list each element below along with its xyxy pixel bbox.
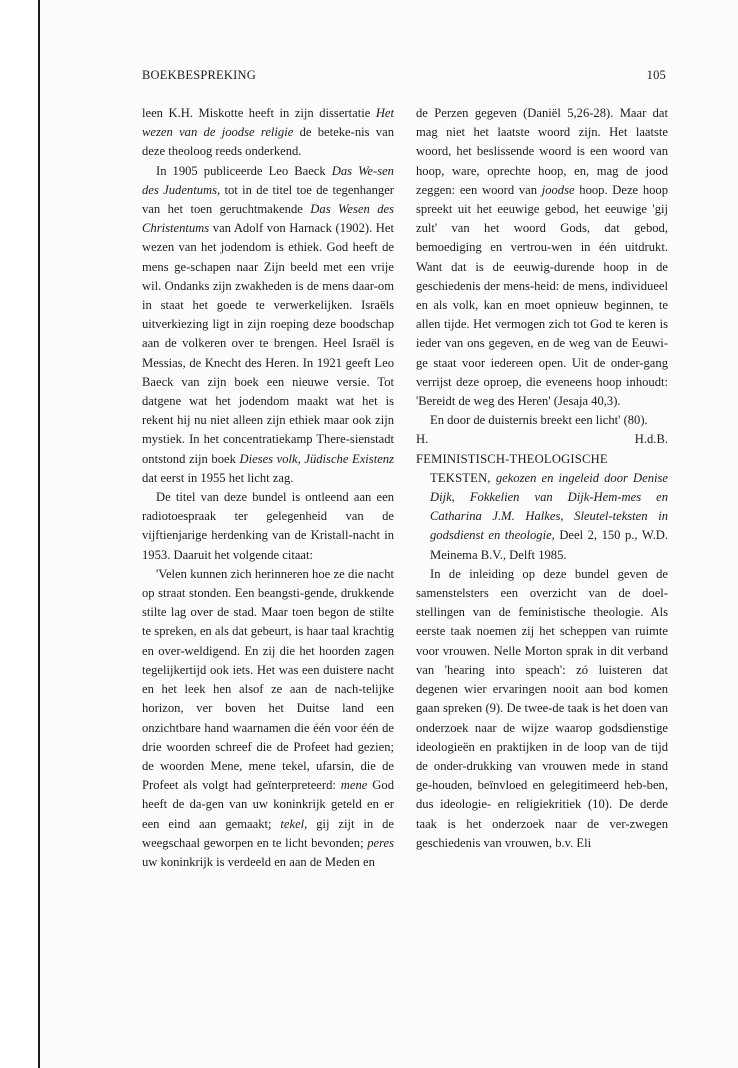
emphasis-word: peres [367,835,394,850]
quotation-closing: En door de duisternis breekt een licht' (80). [430,413,648,428]
section-title: BOEKBESPREKING [142,68,256,82]
left-column [142,104,394,872]
signature-author: H.d.B. [634,432,668,447]
review-book-details: gekozen en ingeleid door Denise Dijk, Fokkelien van Dijk-Hem-mes en Catharina J.M. Halkes, Sleutel-teksten in godsdienst en theologie, [430,470,668,543]
book-title: Dieses volk, Jüdische Existenz [239,451,394,466]
paragraph-baeck: In 1905 publiceerde Leo Baeck Das We-sen des Judentums, tot in de titel toe de tegenhanger van het toen geruchtmakende Das Wesen des Christentums van Adolf von Harnack (1902). Het wezen van het jodendom is ethiek. God heeft de mens ge-schapen naar Zijn beeld met een vrije wil. Ondanks zijn zwakheden is de mens daar-om in staat het goede te verwerkelijken. Israëls uitverkiezing ligt in zijn roeping deze boodschap aan de volkeren over te brengen. Heel Israël is Messias, de Knecht des Heren. In 1921 geeft Leo Baeck van zijn boek een nieuwe versie. Tot datgene wat het jodendom maakt wat het is rekent hij nu niet alleen zijn ethiek maar ook zijn mystiek. In het concentratiekamp There-sienstadt ontstond zijn boek Dieses volk, Jüdische Existenz dat eerst in 1955 het licht zag. [142,163,394,485]
emphasis-word: mene [340,778,368,793]
book-title: Das Wesen des Christentums [142,202,394,236]
book-title: Das We-sen des Judentums, [142,163,394,197]
review-body: In de inleiding op deze bundel geven de samenstelsters een overzicht van de doel-stellingen van de feministische theologie. Als eerste taak noemen zij het scheppen van ruimte voor vrouwen. Nelle Morton sprak in dit verband van 'hearing into speach': zó luisteren dat degenen wier ervaringen nooit aan bod komen gaan spreken (9). De twee-de taak is het doen van onderzoek naar de wijze waarop godsdienstige ideologieën en praktijken in de loop van de tijd de onder-drukking van vrouwen mede in stand ge-houden, beïnvloed en gelegitimeerd heb-ben, dus ideologie- en religiekritiek (10). De derde taak is het onderzoek naar de ver-zwegen geschiedenis van vrouwen, b.v. Eli [416,566,668,850]
emphasis-word: tekel, [280,816,308,831]
emphasis-word: joodse [541,182,575,197]
signature-initial: H. [416,432,429,447]
review-signature [416,430,668,449]
quotation-continued: de Perzen gegeven (Daniël 5,26-28). Maar dat mag niet het laatste woord zijn. Het laatste woord, het beslissende woord is een woord van hoop, ware, oprechte hoop, en, mag de jood zeggen: een woord van joodse hoop. Deze hoop spreekt uit het eeuwige gebod, het eeuwige 'gij zult' van het woord Gods, dat gebod, bemoediging en vertrou-wen in één uitdrukt. Want dat is de eeuwig-durende hoop in de geschiedenis der mens-heid: de mens, individueel en als volk, kan en moet opnieuw beginnen, te allen tijde. Het vermogen zich tot God te keren is ieder van ons gegeven, en de weg van de Eeuwi-ge staat voor iedereen open. Uit de onder-gang verrijst deze oproep, die eveneens hoop inhoudt: 'Bereidt de weg des Heren' (Jesaja 40,3). [416,106,669,409]
review-heading: FEMINISTISCH-THEOLOGISCHE TEKSTEN, gekozen en ingeleid door Denise Dijk, Fokkelien van Dijk-Hem-mes en Catharina J.M. Halkes, Sleutel-teksten in godsdienst en theologie, Deel 2, 150 p., W.D. Meinema B.V., Delft 1985. [416,451,668,562]
review-book-title: FEMINISTISCH-THEOLOGISCHE TEKSTEN, [416,451,608,485]
book-title: Het wezen van de joodse religie [142,106,394,140]
book-page [40,0,738,1068]
paragraph-miskotte: leen K.H. Miskotte heeft in zijn dissertatie Het wezen van de joodse religie de beteke-nis van deze theoloog reeds onderkend. [142,106,394,159]
paragraph-title-origin: De titel van deze bundel is ontleend aan een radiotoespraak ter gelegenheid van de vijftienjarige herdenking van de Kristall-nacht in 1953. Daaruit het volgende citaat: [142,490,394,562]
page-number: 105 [646,68,666,82]
quotation: 'Velen kunnen zich herinneren hoe ze die nacht op straat stonden. Een beangsti-gende, drukkende stilte lag over de stad. Maar toen begon de stilte te spreken, en als dat gebeurt, is haar taal krachtig en over-weldigend. En zij die het hoorden zagen tegelijkertijd ook iets. Het was een duistere nacht en het leek hen alsof ze aan de nach-telijke horizon, ver boven het Duitse land een onzichtbare hand waarnamen die één voor één de drie woorden schreef die de Profeet had gezien; de woorden Mene, mene tekel, ufarsin, die de Profeet als volgt had geïnterpreteerd: mene God heeft de da-gen van uw koninkrijk geteld en er een eind aan gemaakt; tekel, gij zijt in de weegschaal geworpen en te licht bevonden; peres uw koninkrijk is verdeeld en aan de Meden en [142,566,394,869]
right-column [416,104,668,853]
